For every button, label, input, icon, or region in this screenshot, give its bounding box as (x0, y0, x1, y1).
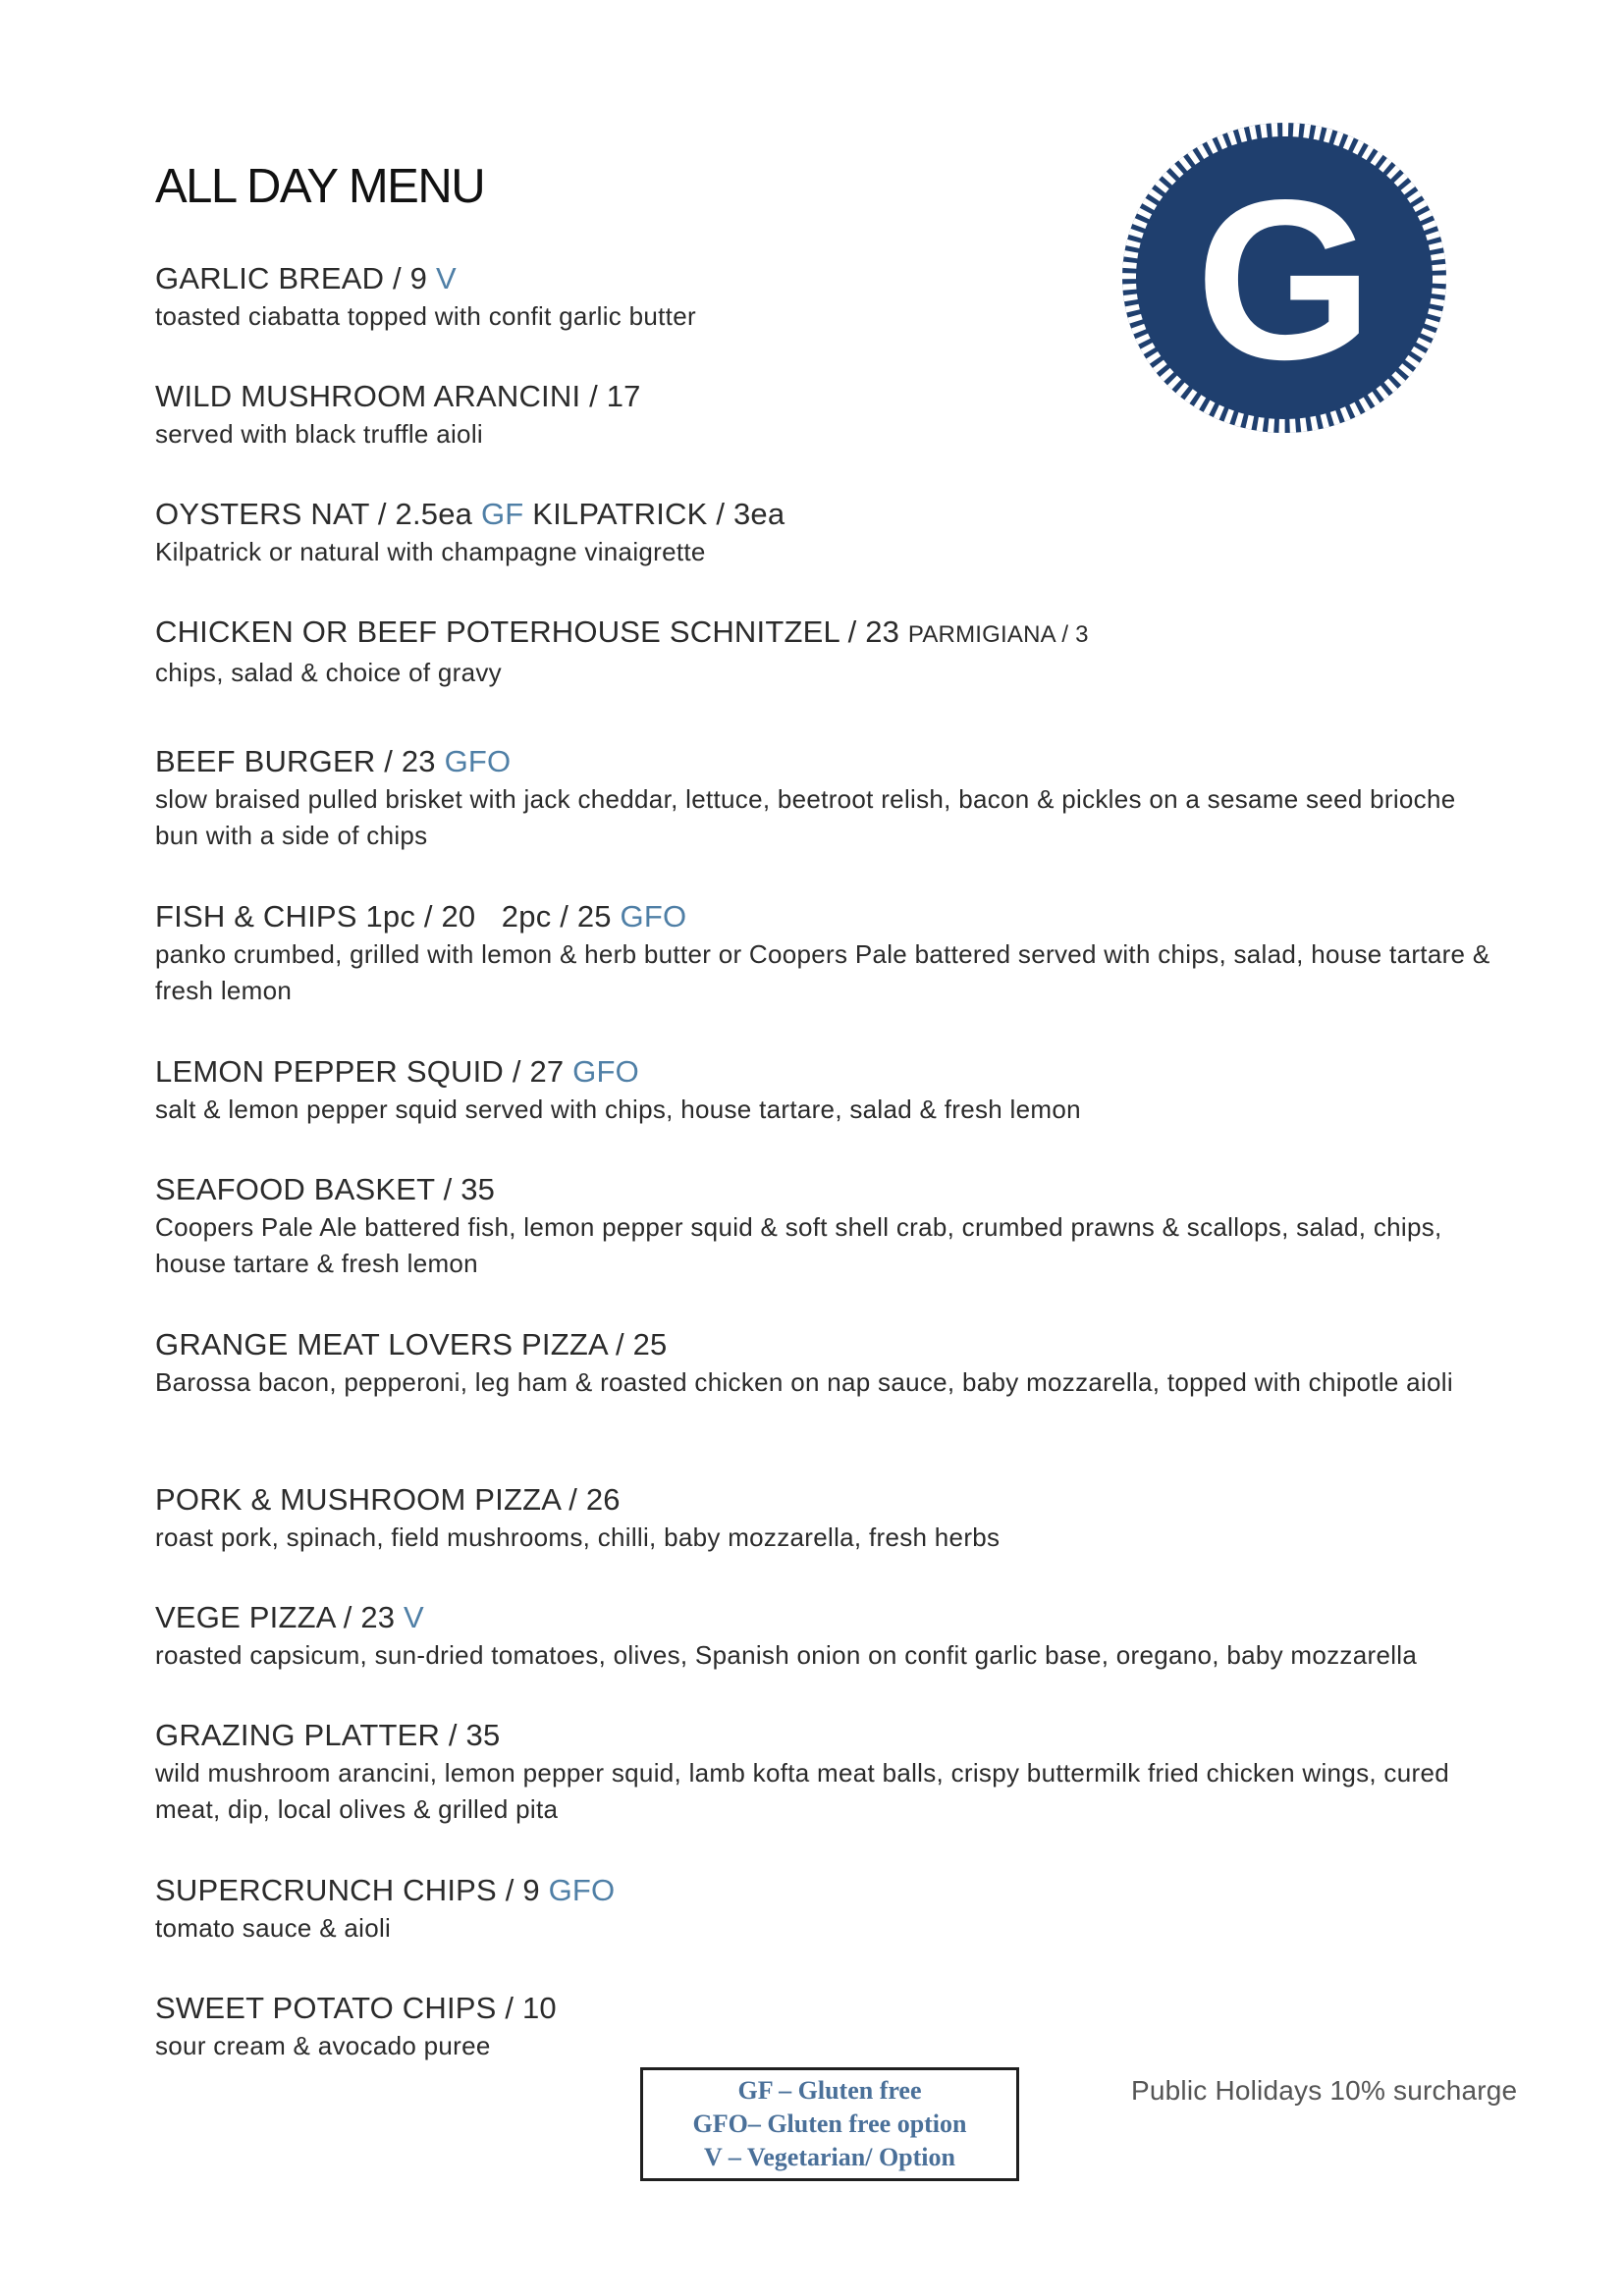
item-description: Coopers Pale Ale battered fish, lemon pepper squid & soft shell crab, crumbed prawns & scallops, salad, chips, house tartare & fresh lemon (155, 1212, 1442, 1278)
item-description: panko crumbed, grilled with lemon & herb butter or Coopers Pale battered served with chips, salad, house tartare & fresh lemon (155, 939, 1490, 1005)
dietary-legend (640, 2067, 1019, 2181)
item-description: served with black truffle aioli (155, 419, 483, 449)
tag-label: GFO (444, 744, 512, 778)
legend-gf: GF – Gluten free (737, 2076, 922, 2105)
item-title: WILD MUSHROOM ARANCINI / 17 (155, 379, 641, 413)
item-description: roast pork, spinach, field mushrooms, chilli, baby mozzarella, fresh herbs (155, 1522, 1001, 1552)
item-description: roasted capsicum, sun-dried tomatoes, olives, Spanish onion on confit garlic base, oregano, baby mozzarella (155, 1640, 1418, 1670)
item-title: GRANGE MEAT LOVERS PIZZA / 25 (155, 1327, 668, 1362)
item-description: slow braised pulled brisket with jack cheddar, lettuce, beetroot relish, bacon & pickles on a sesame seed brioche bun with a side of chips (155, 784, 1456, 850)
menu-item (155, 1989, 1490, 2064)
item-title: VEGE PIZZA / 23 V (155, 1600, 424, 1634)
tag-label: V (404, 1600, 424, 1634)
tag-label: GFO (548, 1873, 616, 1907)
menu-item (155, 1716, 1490, 1828)
item-title: FISH & CHIPS 1pc / 20 2pc / 25 GFO (155, 899, 687, 934)
item-description: toasted ciabatta topped with confit garlic butter (155, 301, 696, 331)
tag-label: GF (480, 497, 524, 531)
item-title: LEMON PEPPER SQUID / 27 GFO (155, 1054, 639, 1089)
menu-item (155, 1325, 1490, 1401)
item-description: Barossa bacon, pepperoni, leg ham & roasted chicken on nap sauce, baby mozzarella, topped with chipotle aioli (155, 1367, 1453, 1397)
item-title: GRAZING PLATTER / 35 (155, 1718, 501, 1752)
tag-label: GFO (620, 899, 687, 934)
extra-label: PARMIGIANA / 3 (907, 621, 1089, 648)
tag-label: V (435, 261, 457, 295)
menu-item (155, 613, 1490, 691)
item-description: chips, salad & choice of gravy (155, 658, 502, 687)
logo-letter: G (1195, 153, 1374, 407)
menu-item (155, 1052, 1490, 1128)
tag-label: GFO (572, 1054, 639, 1089)
menu-item (155, 1871, 1490, 1947)
item-description: Kilpatrick or natural with champagne vinaigrette (155, 537, 706, 566)
item-title: CHICKEN OR BEEF POTERHOUSE SCHNITZEL / 23 PARMIGIANA / 3 (155, 614, 1089, 649)
item-title: SWEET POTATO CHIPS / 10 (155, 1991, 557, 2025)
page-title: ALL DAY MENU (155, 160, 485, 213)
item-description: tomato sauce & aioli (155, 1913, 392, 1943)
item-title: PORK & MUSHROOM PIZZA / 26 (155, 1482, 621, 1517)
menu-item (155, 495, 1490, 570)
menu-item (155, 259, 1490, 335)
legend-v: V – Vegetarian/ Option (704, 2143, 955, 2171)
menu-item (155, 377, 1490, 453)
item-description: sour cream & avocado puree (155, 2031, 491, 2060)
item-description: wild mushroom arancini, lemon pepper squid, lamb kofta meat balls, crispy buttermilk fried chicken wings, cured meat, dip, local olives & grilled pita (155, 1758, 1449, 1824)
item-title: SUPERCRUNCH CHIPS / 9 GFO (155, 1873, 616, 1907)
item-title: BEEF BURGER / 23 GFO (155, 744, 512, 778)
legend-gfo: GFO– Gluten free option (692, 2109, 967, 2138)
menu-item (155, 897, 1490, 1009)
menu-item (155, 1170, 1490, 1282)
item-title: GARLIC BREAD / 9 V (155, 261, 457, 295)
surcharge-note: Public Holidays 10% surcharge (1131, 2075, 1518, 2106)
menu-item (155, 1480, 1490, 1556)
item-title: SEAFOOD BASKET / 35 (155, 1172, 496, 1206)
item-description: salt & lemon pepper squid served with chips, house tartare, salad & fresh lemon (155, 1095, 1081, 1124)
menu-item (155, 742, 1490, 854)
item-title: OYSTERS NAT / 2.5ea GF KILPATRICK / 3ea (155, 497, 785, 531)
menu-item (155, 1598, 1490, 1674)
